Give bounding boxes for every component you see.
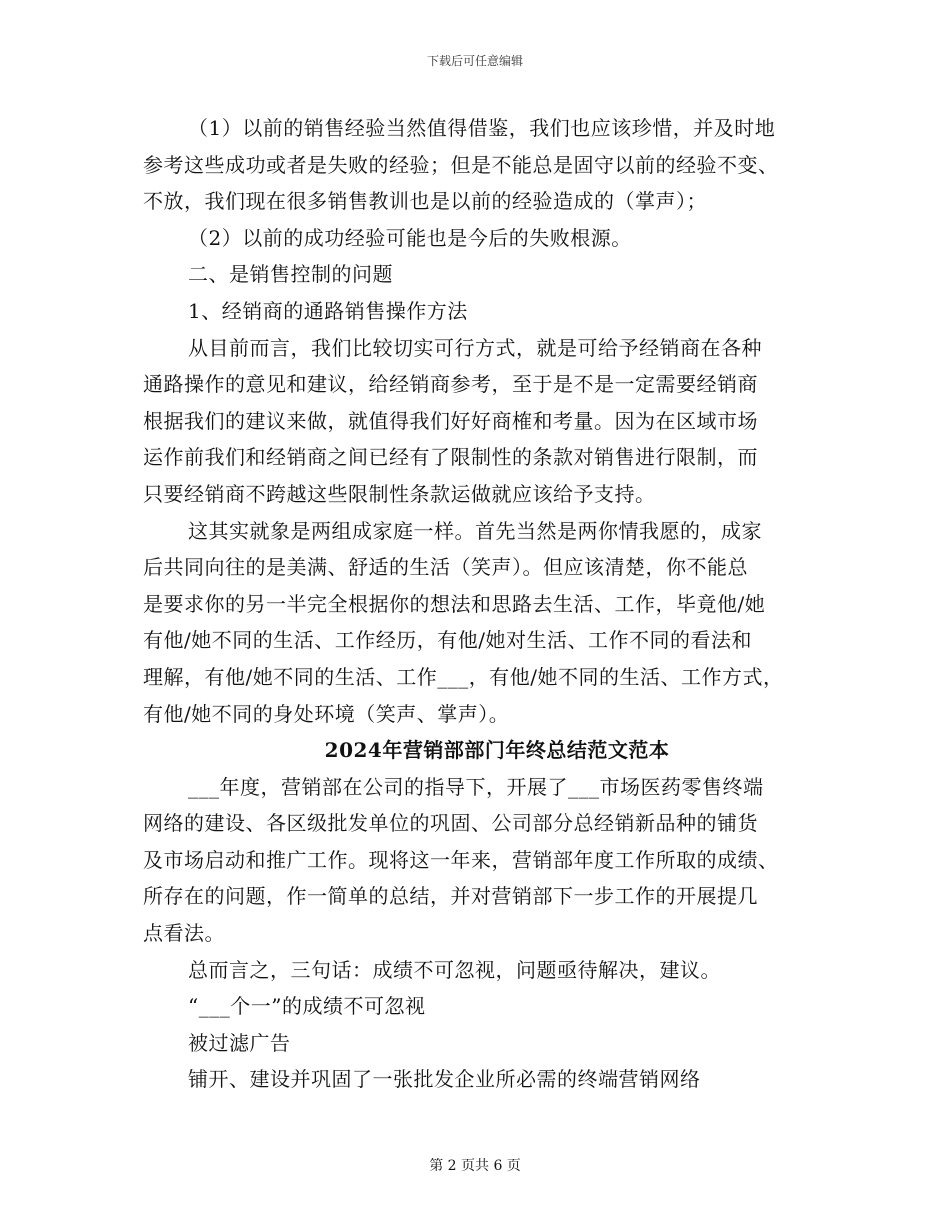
paragraph-line: 这其实就象是两组成家庭一样。首先当然是两你情我愿的，成家 — [188, 518, 762, 543]
paragraph-line: ___年度，营销部在公司的指导下，开展了___市场医药零售终端 — [188, 774, 764, 799]
paragraph-line: 所存在的问题，作一简单的总结，并对营销部下一步工作的开展提几 — [143, 884, 758, 909]
paragraph-line: 运作前我们和经销商之间已经有了限制性的条款对销售进行限制，而 — [143, 445, 758, 470]
section-heading: 二、是销售控制的问题 — [188, 262, 393, 287]
paragraph-line: 只要经销商不跨越这些限制性条款运做就应该给予支持。 — [143, 481, 656, 506]
paragraph-line: 通路操作的意见和建议，给经销商参考，至于是不是一定需要经销商 — [143, 372, 758, 397]
paragraph-line: 铺开、建设并巩固了一张批发企业所必需的终端营销网络 — [188, 1067, 701, 1092]
paragraph-line: 理解，有他/她不同的生活、工作___，有他/她不同的生活、工作方式， — [143, 664, 784, 689]
paragraph-line: 有他/她不同的生活、工作经历，有他/她对生活、工作不同的看法和 — [143, 628, 752, 653]
paragraph-line: 及市场启动和推广工作。现将这一年来，营销部年度工作所取的成绩、 — [143, 847, 779, 872]
paragraph-line: 后共同向往的是美满、舒适的生活（笑声）。但应该清楚，你不能总 — [143, 555, 748, 580]
header-note: 下载后可任意编辑 — [426, 54, 523, 68]
paragraph-line: 根据我们的建议来做，就值得我们好好商榷和考量。因为在区域市场 — [143, 408, 758, 433]
paragraph-line: 不放，我们现在很多销售教训也是以前的经验造成的（掌声）； — [143, 189, 707, 214]
paragraph-line: 总而言之，三句话：成绩不可忽视，问题亟待解决，建议。 — [188, 957, 721, 982]
paragraph-line: “___个一”的成绩不可忽视 — [188, 994, 426, 1019]
paragraph-line: 网络的建设、各区级批发单位的巩固、公司部分总经销新品种的铺货 — [143, 811, 758, 836]
paragraph-line: 参考这些成功或者是失败的经验；但是不能总是固守以前的经验不变、 — [143, 152, 779, 177]
paragraph-line: 是要求你的另一半完全根据你的想法和思路去生活、工作，毕竟他/她 — [143, 591, 766, 616]
paragraph-line: 点看法。 — [143, 921, 225, 946]
document-body — [143, 110, 813, 1098]
page-number: 第 2 页共 6 页 — [429, 1158, 521, 1174]
paragraph-line: 被过滤广告 — [188, 1030, 291, 1055]
paragraph-line: 有他/她不同的身处环境（笑声、掌声）。 — [143, 701, 510, 726]
subsection-heading: 1、经销商的通路销售操作方法 — [188, 298, 468, 323]
paragraph-line: （2）以前的成功经验可能也是今后的失败根源。 — [188, 225, 632, 250]
paragraph-line: （1）以前的销售经验当然值得借鉴，我们也应该珍惜，并及时地 — [188, 116, 776, 140]
paragraph-line: 从目前而言，我们比较切实可行方式，就是可给予经销商在各种 — [188, 335, 762, 360]
document-title: 2024年营销部部门年终总结范文范本 — [324, 738, 670, 763]
